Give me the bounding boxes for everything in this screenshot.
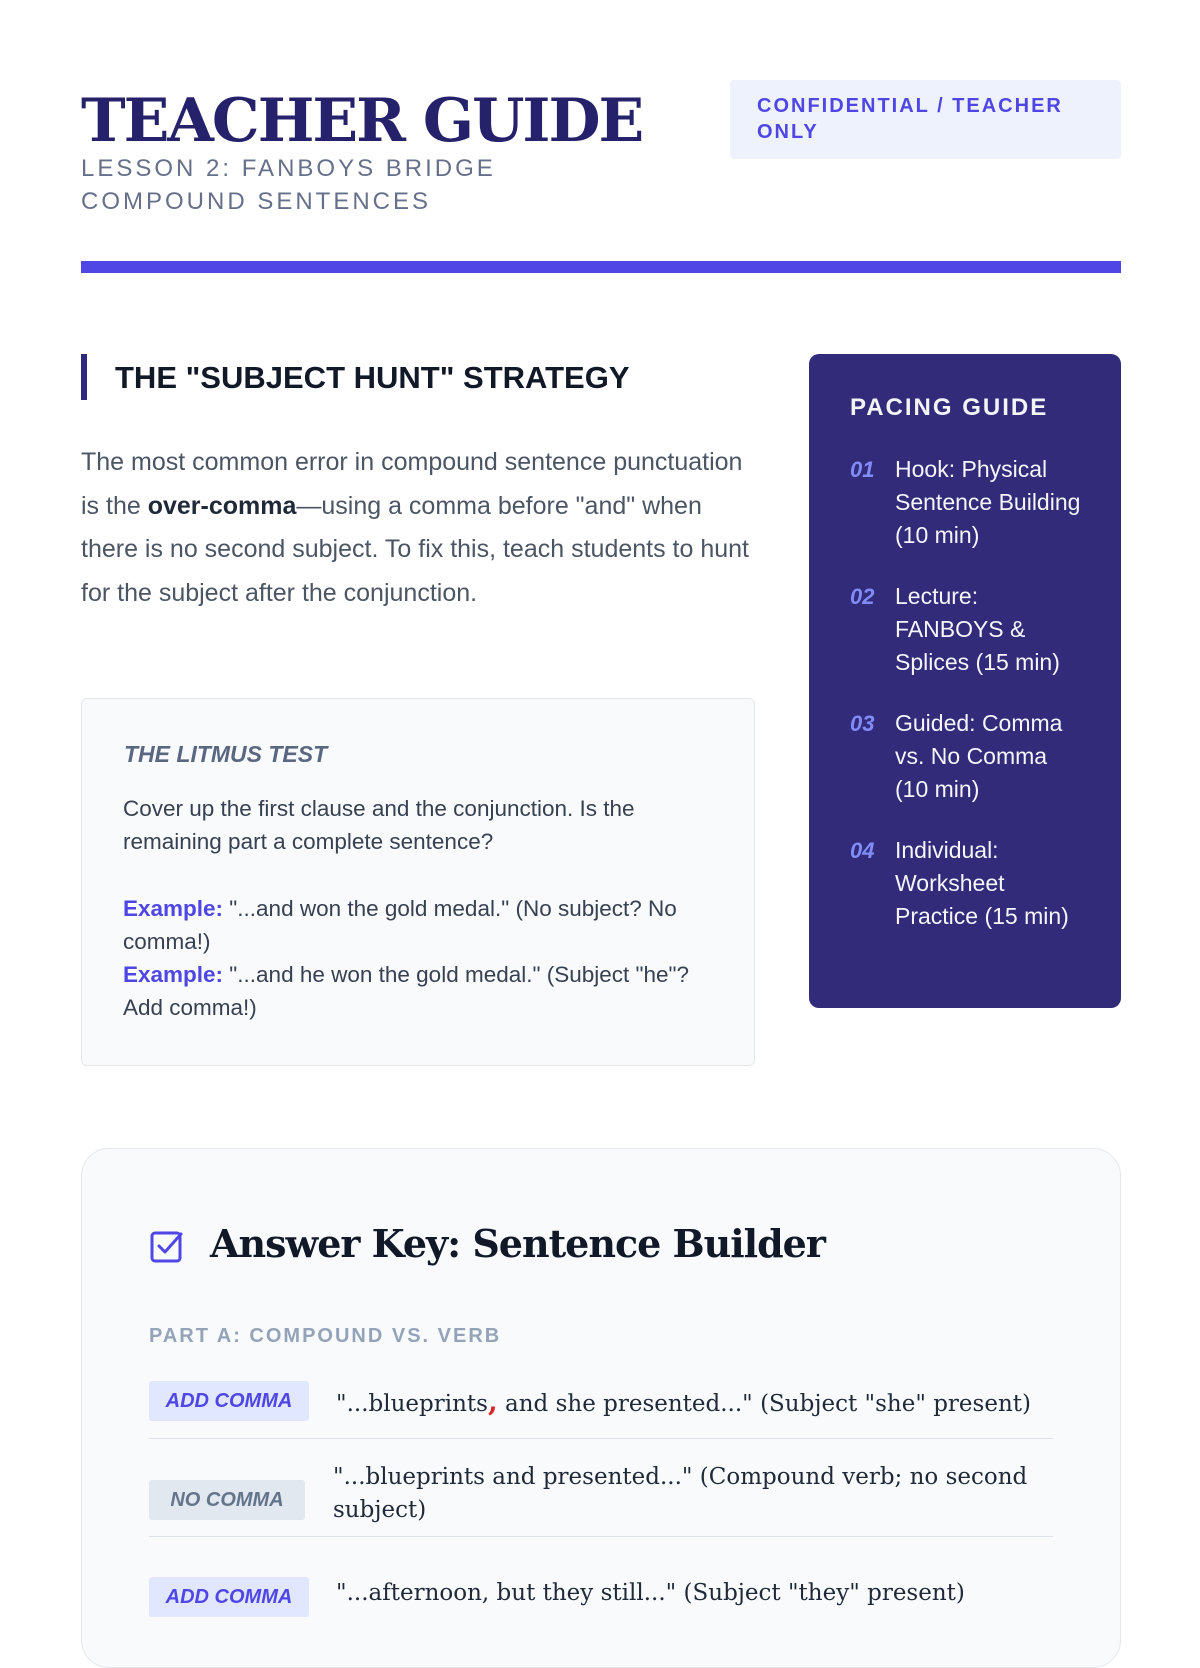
pacing-guide-panel — [809, 354, 1121, 1008]
confidential-badge: CONFIDENTIAL / TEACHER ONLY — [730, 80, 1121, 159]
litmus-instruction: Cover up the first clause and the conjunction. Is the remaining part a complete sentence? — [123, 796, 635, 854]
pacing-item-number: 02 — [850, 584, 875, 609]
litmus-example — [123, 892, 713, 958]
litmus-test-box — [81, 698, 755, 1066]
answer-sentence — [336, 1577, 965, 1610]
row-divider — [149, 1438, 1053, 1439]
strategy-text-end: —using a comma before "and" when there is no second subject. To fix this, teach students to hunt for the subject after the conjunction. — [81, 491, 749, 607]
answer-key-title: Answer Key: Sentence Builder — [210, 1221, 825, 1266]
pacing-title: PACING GUIDE — [850, 394, 1049, 421]
example-text: "...and won the gold medal." (No subject? No comma!) — [123, 896, 677, 954]
lesson-subtitle: LESSON 2: FANBOYS BRIDGE COMPOUND SENTENCES — [81, 155, 496, 215]
pacing-item-text: Individual: Worksheet Practice (15 min) — [895, 837, 1069, 929]
litmus-example — [123, 958, 713, 1024]
sentence-start: "...blueprints — [336, 1391, 488, 1417]
answer-sentence — [336, 1385, 1031, 1421]
sentence-end: but they still..." (Subject "they" present) — [489, 1580, 965, 1606]
example-text: "...and he won the gold medal." (Subject "he"? Add comma!) — [123, 962, 690, 1020]
section-accent-bar — [81, 354, 87, 400]
pacing-item-text: Lecture: FANBOYS & Splices (15 min) — [895, 583, 1060, 675]
pacing-item-number: 03 — [850, 711, 875, 736]
example-label: Example: — [123, 896, 224, 921]
page-title: TEACHER GUIDE — [81, 86, 643, 156]
pacing-item-number: 04 — [850, 838, 875, 863]
strategy-paragraph — [81, 441, 756, 615]
add-comma-tag: ADD COMMA — [149, 1381, 309, 1421]
example-label: Example: — [123, 962, 224, 987]
sentence-end: and she presented..." (Subject "she" present) — [497, 1391, 1031, 1417]
pacing-item-number: 01 — [850, 457, 875, 482]
check-square-icon — [150, 1229, 184, 1263]
strategy-text-start: The most common error in compound sentence punctuation is the — [81, 448, 743, 520]
answer-key-card — [81, 1148, 1121, 1668]
add-comma-tag: ADD COMMA — [149, 1577, 309, 1617]
answer-sentence: "...blueprints and presented..." (Compound verb; no second subject) — [333, 1464, 1028, 1523]
strategy-emphasis: over-comma — [147, 491, 297, 520]
no-comma-tag: NO COMMA — [149, 1480, 305, 1520]
litmus-title: THE LITMUS TEST — [124, 741, 328, 767]
sentence-comma: , — [481, 1580, 490, 1606]
part-label: PART A: COMPOUND VS. VERB — [149, 1325, 502, 1347]
pacing-item-text: Guided: Comma vs. No Comma (10 min) — [895, 710, 1063, 802]
guide-header — [81, 80, 1121, 275]
row-divider — [149, 1536, 1053, 1537]
strategy-heading: THE "SUBJECT HUNT" STRATEGY — [115, 360, 630, 395]
pacing-item-text: Hook: Physical Sentence Building (10 min) — [895, 456, 1081, 548]
header-divider — [81, 261, 1121, 273]
sentence-start: "...afternoon — [336, 1580, 482, 1606]
highlighted-comma: , — [487, 1385, 498, 1418]
